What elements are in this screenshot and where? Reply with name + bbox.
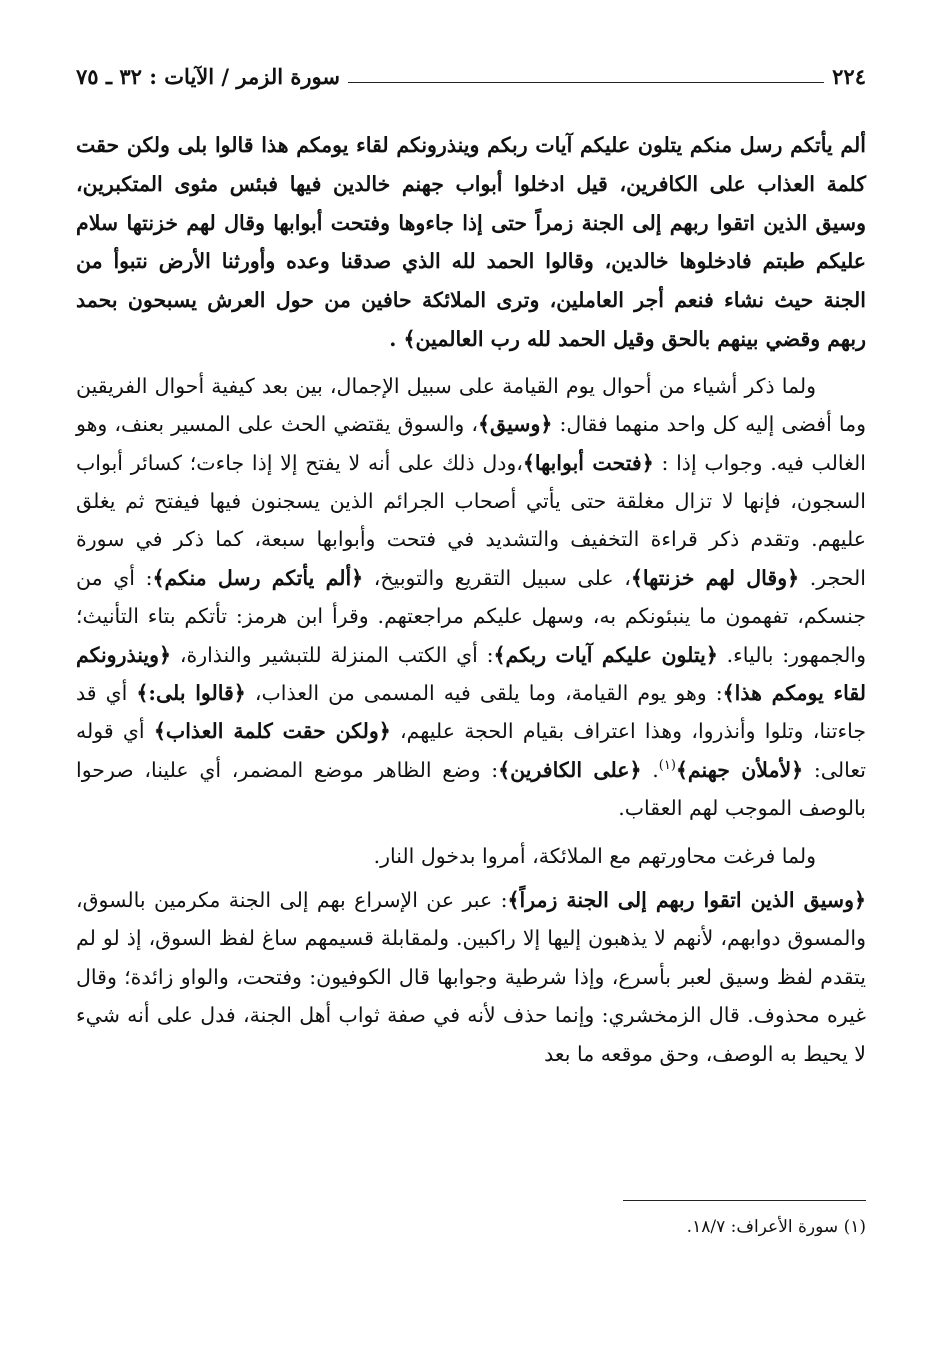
text-run: : وهو يوم القيامة، وما يلقى فيه المسمى من العذاب، — [245, 681, 723, 706]
quran-quote: ﴿ألم يأتكم رسل منكم﴾ — [152, 565, 364, 590]
quran-quote: ﴿قالوا بلى:﴾ — [136, 681, 246, 706]
footnote: (١) سورة الأعراف: ١٨/٧. — [686, 1217, 866, 1237]
quran-quote: ﴿يتلون عليكم آيات ربكم﴾ — [493, 642, 718, 667]
page-number: ٢٢٤ — [832, 63, 866, 89]
quran-quote: ﴿ولكن حقت كلمة العذاب﴾ — [153, 719, 391, 744]
quran-quote: ﴿فتحت أبوابها﴾ — [522, 450, 654, 475]
quran-quote: ﴿وينذرونكم لقاء يومكم هذا﴾ — [76, 642, 866, 706]
quran-quote: ﴿وسيق الذين اتقوا ربهم إلى الجنة زمراً﴾ — [507, 888, 866, 913]
text-run: أي قوله تعالى: — [76, 719, 866, 782]
header-title: سورة الزمر / الآيات : ٣٢ ـ ٧٥ — [76, 63, 340, 89]
text-run: . — [641, 757, 659, 782]
commentary-paragraph-2: ولما فرغت محاورتهم مع الملائكة، أمروا بدخول النار. — [373, 843, 816, 868]
text-run: ، والسوق يقتضي الحث على المسير بعنف، وهو الغالب فيه. وجواب إذا : — [76, 412, 866, 475]
text-run: أي قد جاءتنا، وتلوا وأنذروا، وهذا اعتراف بقيام الحجة عليهم، — [76, 681, 867, 744]
quran-quote: ﴿وسيق﴾ — [478, 412, 553, 437]
text-run: ولما ذكر أشياء من أحوال يوم القيامة على سبيل الإجمال، بين بعد كيفية أحوال الفريقين وما أفضى إليه كل واحد منهما فقال: — [76, 373, 866, 437]
header-rule — [348, 82, 824, 83]
commentary-paragraph-1 — [76, 367, 866, 828]
footnote-separator — [623, 1200, 866, 1201]
page — [76, 60, 866, 1082]
commentary-paragraph-3 — [76, 881, 866, 1073]
footnote-marker[interactable]: (١) — [658, 758, 676, 774]
commentary — [76, 367, 866, 1073]
text-run: ،ودل ذلك على أنه لا يفتح إلا إذا جاءت؛ كسائر أبواب السجون، فإنها لا تزال مغلقة حتى يأتي أصحاب الجرائم الذين يسجنون فيها فيفتح ثم يغلق عليهم. وتقدم ذكر قراءة التخفيف والتشديد في فتحت وأبوابها سبعة، كما ذكر في سورة الحجر. — [76, 450, 866, 590]
text-run: : عبر عن الإسراع بهم إلى الجنة مكرمين بالسوق، والمسوق دوابهم، لأنهم لا يذهبون إليها إلا راكبين. ولمقابلة قسيمهم ساغ لفظ السوق، إذ لو لم يتقدم لفظ وسيق لعبر بأسرع، وإذا شرطية وجوابها قال الكوفيون: وفتحت، والواو زائدة؛ وقال غيره محذوف. قال الزمخشري: وإنما حذف لأنه في صفة ثواب أهل الجنة، فدل على أنه شيء لا يحيط به الوصف، وحق موقعه ما بعد — [76, 888, 866, 1066]
quran-quote: ﴿على الكافرين﴾ — [498, 757, 642, 782]
text-run: : أي الكتب المنزلة للتبشير والنذارة، — [171, 642, 494, 667]
quran-verse-block: ألم يأتكم رسل منكم يتلون عليكم آيات ربكم وينذرونكم لقاء يومكم هذا قالوا بلى ولكن حقت كلمة العذاب على الكافرين، قيل ادخلوا أبواب جهنم خالدين فيها فبئس مثوى المتكبرين، وسيق الذين اتقوا ربهم إلى الجنة زمراً حتى إذا جاءوها وفتحت أبوابها وقال لهم خزنتها سلام عليكم طبتم فادخلوها خالدين، وقالوا الحمد لله الذي صدقنا وعده وأورثنا الأرض نتبوأ من الجنة حيث نشاء فنعم أجر العاملين، وترى الملائكة حافين من حول العرش يسبحون بحمد ربهم وقضي بينهم بالحق وقيل الحمد لله رب العالمين﴾ . — [76, 133, 866, 351]
running-header — [76, 60, 866, 92]
quran-quote: ﴿لأملأن جهنم﴾ — [675, 757, 804, 782]
text-run: : أي من جنسكم، تفهمون ما ينبئونكم به، وسهل عليكم مراجعتهم. وقرأ ابن هرمز: تأتكم بتاء التأنيث؛ والجمهور: بالياء. — [76, 565, 867, 667]
text-run: ، على سبيل التقريع والتوبيخ، — [363, 565, 631, 590]
quran-quote: ﴿وقال لهم خزنتها﴾ — [630, 565, 800, 590]
page-body — [76, 126, 866, 1073]
text-run: : وضع الظاهر موضع المضمر، أي علينا، صرحوا بالوصف الموجب لهم العقاب. — [76, 757, 866, 821]
